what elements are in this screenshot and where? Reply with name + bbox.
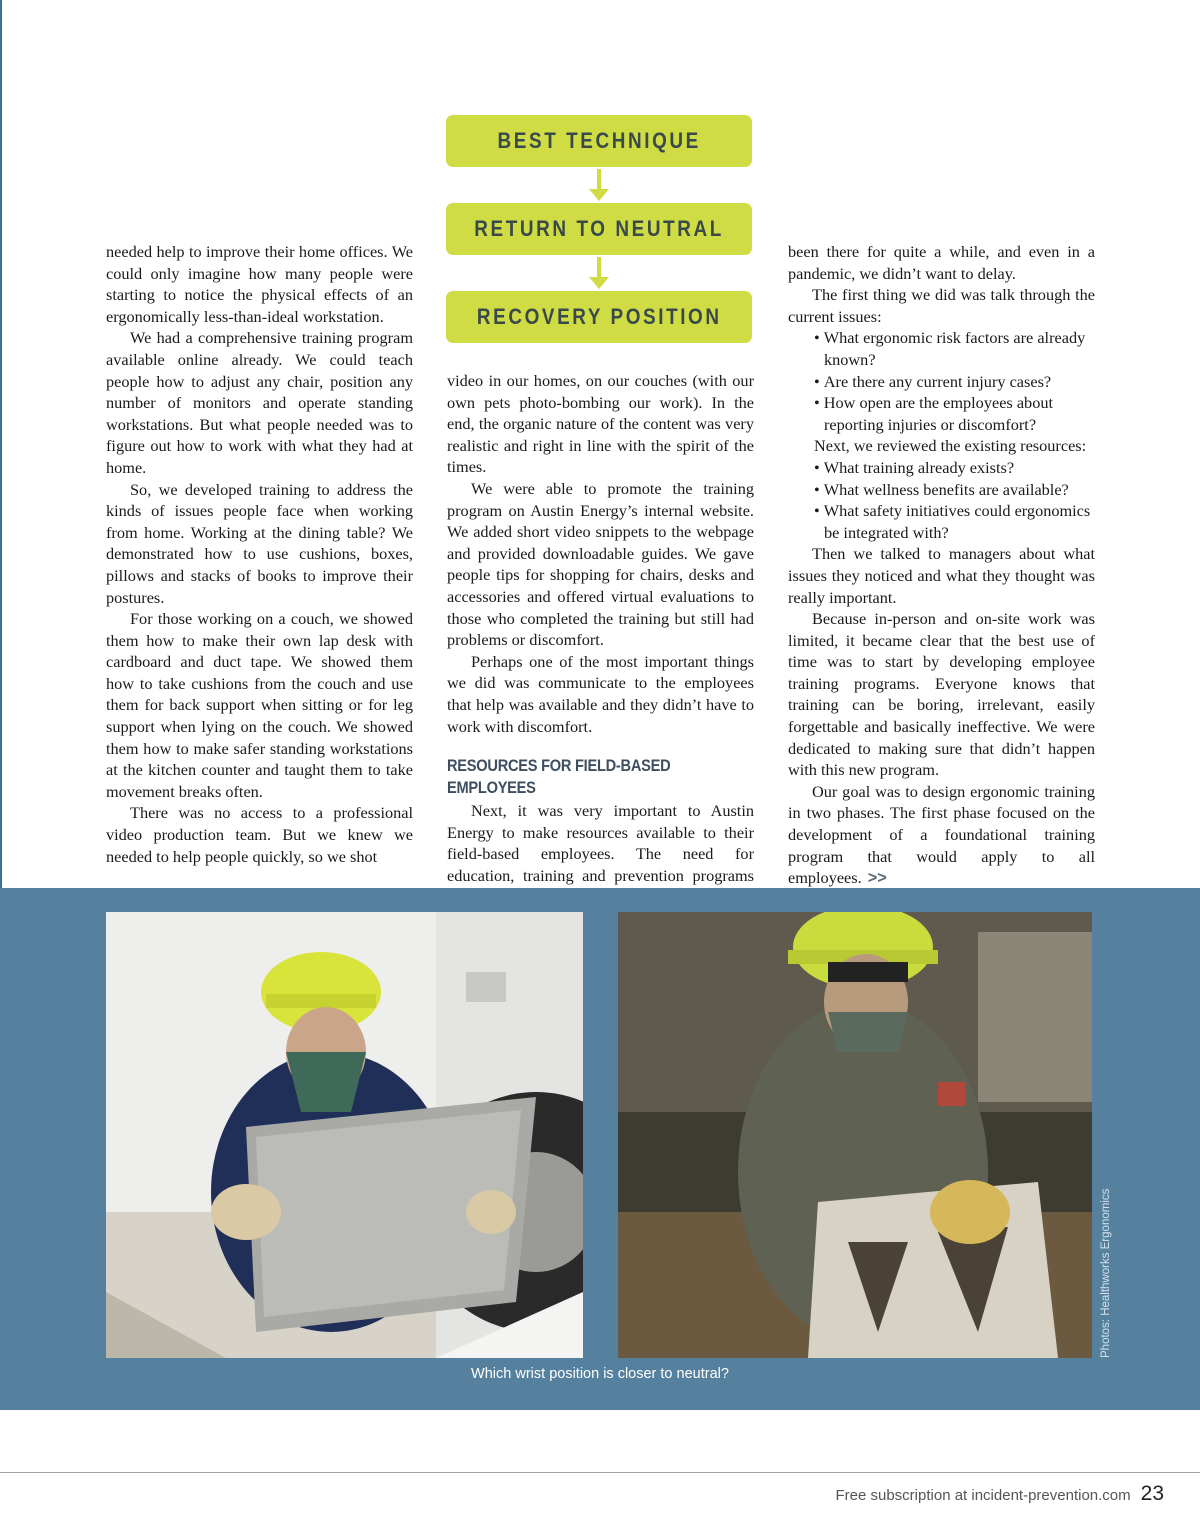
bullet-item: • What safety initiatives could ergonomics be integrated with? (788, 500, 1095, 543)
paragraph: Then we talked to managers about what issues they noticed and what they thought was really important. (788, 544, 1095, 607)
paragraph: So, we developed training to address the kinds of issues people face when working from home. Working at the dining table? We demonstrated how to use cushions, boxes, pillows and stacks of books to improve their postures. (106, 479, 413, 607)
photo-credit: Photos: Healthworks Ergonomics (1100, 1188, 1112, 1358)
flow-arrow-down-icon (589, 257, 609, 293)
paragraph: Next, it was very important to Austin Energy to make resources available to their field-based employees. The need for education, training and prevention programs (447, 801, 754, 886)
paragraph: Because in-person and on-site work was limited, it became clear that the best use of time was to start by developing employee training programs. Everyone knows that training can be boring, irrelevant, easily forgettable and basically ineffective. We were dedicated to making sure that didn’t happen with this new program. (788, 609, 1095, 780)
paragraph: For those working on a couch, we showed them how to make their own lap desk with cardboard and duct tape. We showed them how to take cushions from the couch and use them for back support when sitting or for leg support when lying on the couch. We showed them how to make safer standing workstations at the kitchen counter and taught them to take movement breaks often. (106, 609, 413, 801)
paragraph: We had a comprehensive training program available online already. We could teach people how to adjust any chair, position any number of monitors and operate standing workstations. But what people needed was to figure out how to work with what they had at home. (106, 328, 413, 477)
paragraph: The first thing we did was talk through the current issues: (788, 285, 1095, 326)
bullet-item: • What ergonomic risk factors are already known? (788, 327, 1095, 370)
article-column-1 (106, 241, 413, 867)
continue-arrow-icon: >> (867, 869, 887, 888)
paragraph: There was no access to a professional video production team. But we knew we needed to help people quickly, so we shot (106, 803, 413, 866)
footer-divider (0, 1472, 1200, 1473)
subscription-link[interactable]: Free subscription at incident-prevention.com (835, 1487, 1131, 1504)
bullet-item: • What wellness benefits are available? (788, 479, 1095, 501)
bullet-item: • What training already exists? (788, 457, 1095, 479)
photo-caption: Which wrist position is closer to neutral? (471, 1366, 729, 1382)
page-number: 23 (1140, 1482, 1164, 1505)
paragraph: We were able to promote the training program on Austin Energy’s internal website. We added short video snippets to the webpage and provided downloadable guides. We gave people tips for shopping for chairs, desks and accessories and offered virtual evaluations to those who completed the training but still had problems or discomfort. (447, 478, 754, 650)
page-edge-line (0, 0, 2, 888)
bullet-item: • Are there any current injury cases? (788, 371, 1095, 393)
article-column-3 (788, 241, 1095, 890)
paragraph: been there for quite a while, and even in a pandemic, we didn’t want to delay. (788, 242, 1095, 283)
section-subheading: RESOURCES FOR FIELD-BASED EMPLOYEES (447, 756, 671, 797)
paragraph: Perhaps one of the most important things we did was communicate to the employees that help was available and they didn’t have to work with discomfort. (447, 651, 754, 736)
photo-worker-lifting-crate (618, 912, 1092, 1358)
page-footer (835, 1482, 1164, 1506)
paragraph: needed help to improve their home offices. We could only imagine how many people were starting to notice the physical effects of an ergonomically less-than-ideal workstation. (106, 242, 413, 326)
flow-step-recovery-position: RECOVERY POSITION (446, 291, 752, 343)
paragraph: video in our homes, on our couches (with our own pets photo-bombing our work). In the end, the organic nature of the content was very realistic and right in line with the spirit of the times. (447, 371, 754, 477)
paragraph-text: Our goal was to design ergonomic training in two phases. The first phase focused on the development of a foundational training program that would apply to all employees. (788, 781, 1095, 888)
flow-arrow-down-icon (589, 169, 609, 205)
flow-step-best-technique: BEST TECHNIQUE (446, 115, 752, 167)
photo-illustration (618, 912, 1092, 1358)
paragraph (788, 781, 1095, 890)
article-column-2 (447, 370, 754, 908)
bullet-item: • How open are the employees about reporting injuries or discomfort? (788, 392, 1095, 435)
flow-step-return-to-neutral: RETURN TO NEUTRAL (446, 203, 752, 255)
photo-band (0, 888, 1200, 1410)
paragraph: Next, we reviewed the existing resources: (814, 436, 1087, 456)
photo-illustration (106, 912, 583, 1358)
photo-worker-carrying-panel (106, 912, 583, 1358)
